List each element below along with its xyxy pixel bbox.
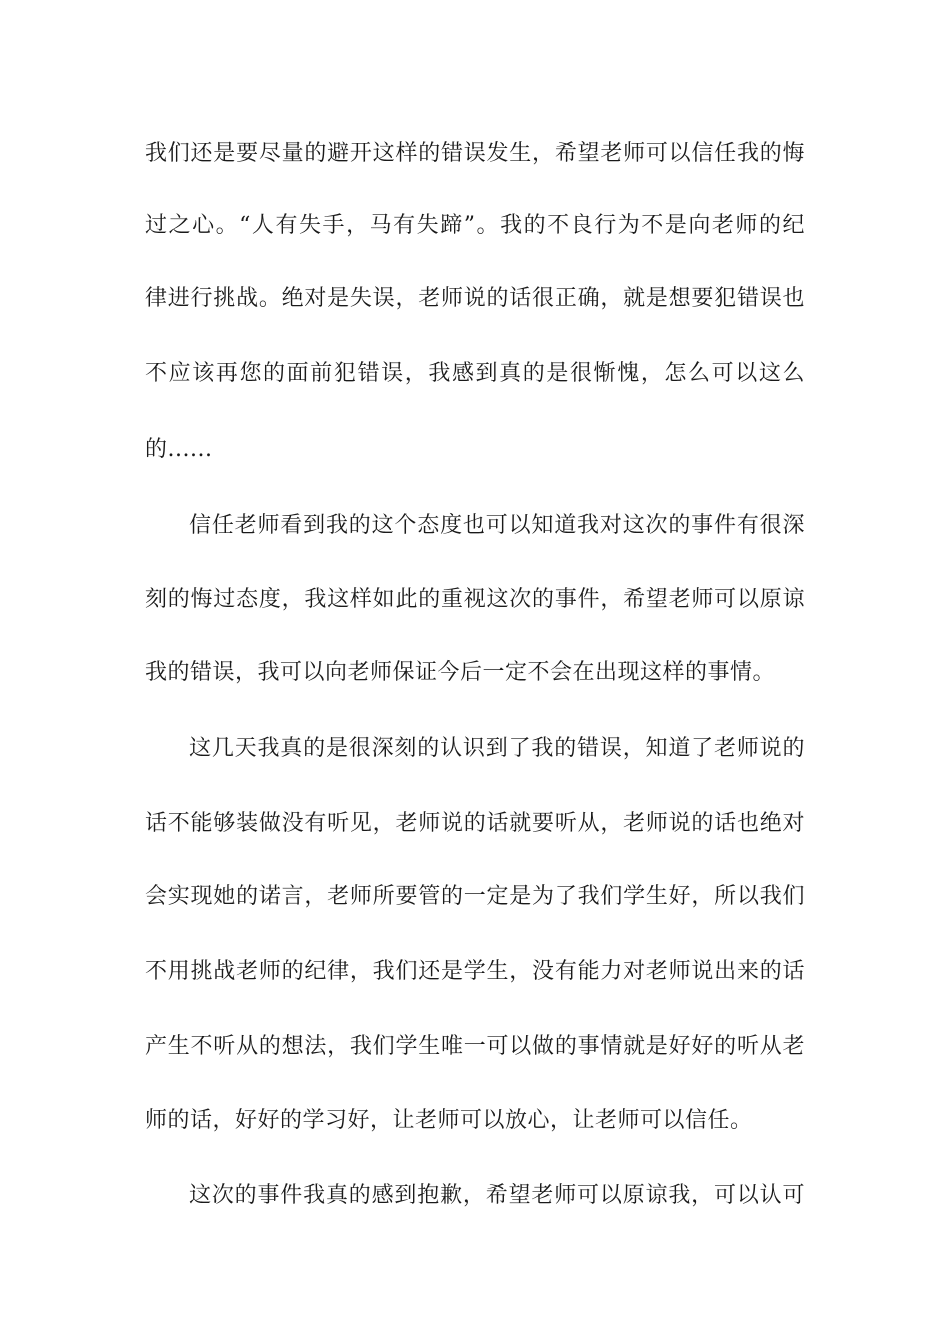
- text-line: 不用挑战老师的纪律，我们还是学生，没有能力对老师说出来的话: [145, 959, 805, 984]
- text-line: 师的话，好好的学习好，让老师可以放心，让老师可以信任。: [145, 1108, 753, 1133]
- text-line: 话不能够装做没有听见，老师说的话就要听从，老师说的话也绝对: [145, 811, 805, 836]
- text-line: 不应该再您的面前犯错误，我感到真的是很惭愧，怎么可以这么: [145, 361, 805, 386]
- text-line: 律进行挑战。绝对是失误，老师说的话很正确，就是想要犯错误也: [145, 286, 805, 311]
- text-line: 会实现她的诺言，老师所要管的一定是为了我们学生好，所以我们: [145, 884, 805, 909]
- text-line: 我们还是要尽量的避开这样的错误发生，希望老师可以信任我的悔: [145, 141, 805, 166]
- text-line: 产生不听从的想法，我们学生唯一可以做的事情就是好好的听从老: [145, 1034, 805, 1059]
- text-line: 刻的悔过态度，我这样如此的重视这次的事件，希望老师可以原谅: [145, 587, 805, 612]
- text-line: 过之心。“人有失手，马有失蹄”。我的不良行为不是向老师的纪: [145, 213, 805, 238]
- text-line: 的......: [145, 437, 213, 462]
- text-line: 我的错误，我可以向老师保证今后一定不会在出现这样的事情。: [145, 660, 776, 685]
- paragraph-first-line: 这次的事件我真的感到抱歉，希望老师可以原谅我，可以认可: [189, 1183, 805, 1208]
- paragraph-first-line: 这几天我真的是很深刻的认识到了我的错误，知道了老师说的: [189, 736, 805, 761]
- paragraph-first-line: 信任老师看到我的这个态度也可以知道我对这次的事件有很深: [189, 513, 805, 538]
